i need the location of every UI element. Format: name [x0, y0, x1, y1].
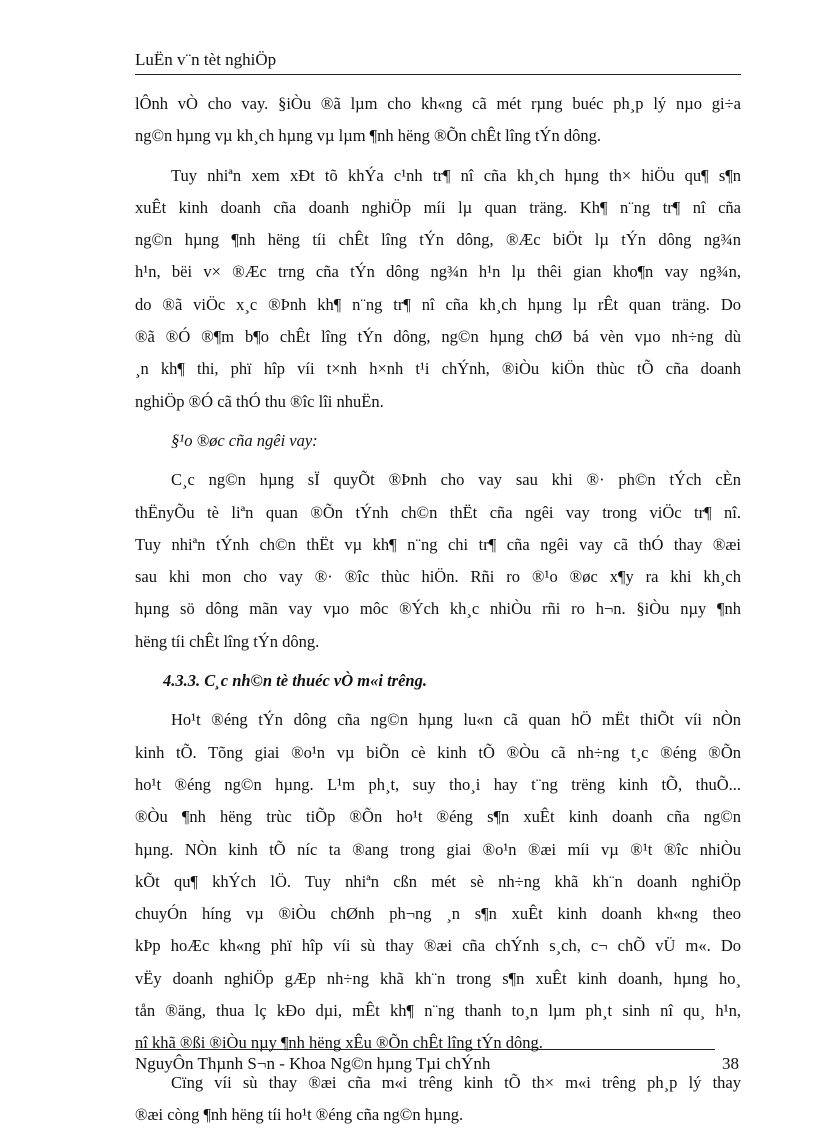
text-line: hµng. NÒn kinh tÕ níc ta ®ang trong giai ®o¹n ®æi míi vµ ®¹t ®îc nhiÒu	[135, 839, 741, 859]
text-line: ho¹t ®éng ng©n hµng. L¹m ph¸t, suy tho¸i hay t¨ng trëng kinh tÕ, thuÕ...	[135, 774, 741, 794]
text-line: vËy doanh nghiÖp gÆp nh÷ng khã kh¨n trong s¶n xuÊt kinh doanh, hµng ho¸	[135, 968, 741, 988]
text-line: tån ®äng, thua lç kÐo dµi, mÊt kh¶ n¨ng thanh to¸n lµm ph¸t sinh nî qu¸ h¹n,	[135, 1001, 741, 1021]
text-line: kinh tÕ. Tõng giai ®o¹n vµ biÕn cè kinh tÕ ®Òu cã nh÷ng t¸c ®éng ®Õn	[135, 742, 741, 762]
paragraph	[135, 1067, 741, 1131]
text-line: ng©n hµng ¶nh hëng tíi chÊt lîng tÝn dông, ®Æc biÖt lµ tÝn dông ng¾n	[135, 230, 741, 250]
text-line: hëng tíi chÊt lîng tÝn dông.	[135, 631, 320, 651]
section-heading	[135, 665, 741, 697]
paragraph	[135, 464, 741, 658]
text-line: ®Òu ¶nh hëng trùc tiÕp ®Õn ho¹t ®éng s¶n xuÊt kinh doanh cña ng©n	[135, 807, 741, 827]
paragraph	[135, 704, 741, 1059]
text-line: thËnyÕu tè liªn quan ®Õn tÝnh ch©n thËt cña ngêi vay trong viÖc tr¶ nî.	[135, 502, 741, 522]
text-line: do ®ã viÖc x¸c ®Þnh kh¶ n¨ng tr¶ nî cña kh¸ch hµng lµ rÊt quan träng. Do	[135, 294, 741, 314]
text-line: ng©n hµng vµ kh¸ch hµng vµ lµm ¶nh hëng ®Õn chÊt lîng tÝn dông.	[135, 126, 601, 146]
footer-author: NguyÔn Thµnh S¬n - Khoa Ng©n hµng Tµi chÝnh	[135, 1054, 491, 1073]
subheading-text: §¹o ®øc cña ngêi vay:	[171, 430, 318, 450]
page-header	[135, 50, 741, 75]
paragraph	[135, 160, 741, 418]
document-body	[135, 88, 741, 1131]
text-line: Ho¹t ®éng tÝn dông cña ng©n hµng lu«n cã quan hÖ mËt thiÕt víi nÒn	[171, 710, 741, 730]
header-title: LuËn v¨n tèt nghiÖp	[135, 50, 277, 69]
text-line: C¸c ng©n hµng sÏ quyÕt ®Þnh cho vay sau khi ®· ph©n tÝch cÈn	[171, 470, 741, 490]
text-line: kÞp hoÆc kh«ng phï hîp víi sù thay ®æi cña chÝnh s¸ch, c¬ chÕ vÜ m«. Do	[135, 936, 741, 956]
text-line: kÕt qu¶ khÝch lÖ. Tuy nhiªn cßn mét sè nh÷ng khã kh¨n doanh nghiÖp	[135, 871, 741, 891]
footer-divider	[135, 1049, 715, 1050]
text-line: nghiÖp ®Ó cã thÓ thu ®îc lîi nhuËn.	[135, 391, 384, 411]
text-line: sau khi mon cho vay ®· ®îc thùc hiÖn. Rñi ro ®¹o ®øc x¶y ra khi kh¸ch	[135, 567, 741, 587]
text-line: chuyÓn híng vµ ®iÒu chØnh ph¬ng ¸n s¶n xuÊt kinh doanh kh«ng theo	[135, 904, 741, 924]
text-line: ®æi còng ¶nh hëng tíi ho¹t ®éng cña ng©n hµng.	[135, 1104, 464, 1124]
subheading	[135, 425, 741, 457]
text-line: nî khã ®ßi ®iÒu nµy ¶nh hëng xÊu ®Õn chÊt lîng tÝn dông.	[135, 1033, 543, 1053]
page-number: 38	[722, 1054, 739, 1073]
paragraph	[135, 88, 741, 153]
text-line: lÔnh vÒ cho vay. §iÒu ®ã lµm cho kh«ng cã mét rµng buéc ph¸p lý nµo gi÷a	[135, 94, 741, 113]
text-line: h¹n, bëi v× ®Æc trng cña tÝn dông ng¾n h¹n lµ thêi gian kho¶n vay ng¾n,	[135, 262, 741, 282]
text-line: Cïng víi sù thay ®æi cña m«i trêng kinh tÕ th× m«i trêng ph¸p lý thay	[171, 1072, 741, 1092]
text-line: xuÊt kinh doanh cña doanh nghiÖp míi lµ quan träng. Kh¶ n¨ng tr¶ nî cña	[135, 197, 741, 217]
text-line: ¸n kh¶ thi, phï hîp víi t×nh h×nh t¹i chÝnh, ®iÒu kiÖn thùc tÕ cña doanh	[135, 359, 741, 379]
text-line: Tuy nhiªn xem xÐt tõ khÝa c¹nh tr¶ nî cña kh¸ch hµng th× hiÖu qu¶ s¶n	[171, 165, 741, 185]
text-line: hµng sö dông mãn vay vµo môc ®Ých kh¸c nhiÒu rñi ro h¬n. §iÒu nµy ¶nh	[135, 599, 741, 619]
text-line: Tuy nhiªn tÝnh ch©n thËt vµ kh¶ n¨ng chi tr¶ cña ngêi vay cã thÓ thay ®æi	[135, 534, 741, 554]
text-line: ®ã ®Ó ®¶m b¶o chÊt lîng tÝn dông, ng©n hµng chØ bá vèn vµo nh÷ng dù	[135, 327, 741, 347]
section-heading-text: 4.3.3. C¸c nh©n tè thuéc vÒ m«i trêng.	[163, 671, 427, 691]
